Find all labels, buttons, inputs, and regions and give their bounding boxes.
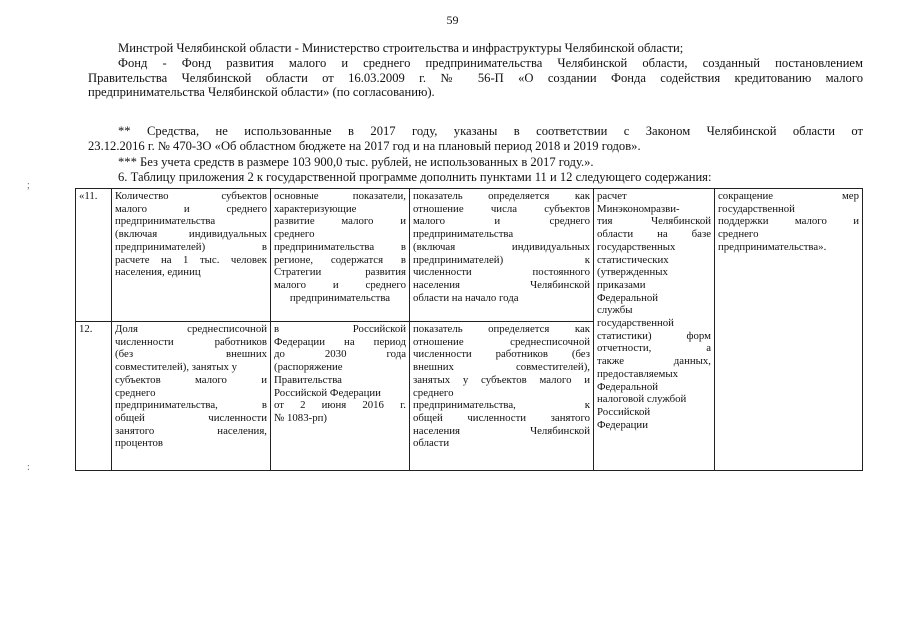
cell-line: предпринимательства».: [718, 240, 827, 253]
cell-line: «11.: [79, 190, 98, 202]
cell-line: тия Челябинской: [597, 215, 711, 228]
text-line: 6. Таблицу приложения 2 к государственной программе дополнить пунктами 11 и 12 следующего содержания:: [118, 170, 712, 184]
cell-line: Российской Федерации: [274, 386, 381, 399]
cell-line: (включая индивидуальных: [115, 228, 267, 241]
cell-line: численности постоянного: [413, 266, 590, 279]
cell-line: № 1083-рп): [274, 411, 327, 424]
cell-line: отношение числа субъектов: [413, 202, 590, 215]
cell-line: от 2 июня 2016 г.: [274, 399, 406, 412]
text-line: *** Без учета средств в размере 103 900,0 тыс. рублей, не использованных в 2017 году.».: [118, 155, 594, 169]
cell-line: Федерации на период: [274, 335, 406, 348]
cell-line: также данных,: [597, 355, 711, 368]
margin-mark: ;: [27, 180, 30, 191]
paragraph-item-6: [88, 170, 863, 185]
cell-source: [594, 189, 715, 471]
cell-line: общей численности занятого: [413, 411, 590, 424]
cell-line: Российской: [597, 405, 651, 418]
cell-line: области на базе: [597, 228, 711, 241]
paragraph-footnote-2: [88, 124, 863, 153]
cell-line: характеризующие: [274, 202, 357, 215]
cell-line: предпринимательства, в: [115, 399, 267, 412]
text-line: предпринимательства Челябинской области» (по согласованию).: [88, 85, 435, 100]
cell-line: статистических: [597, 253, 669, 266]
cell-line: сокращение мер: [718, 190, 859, 202]
text-line: Правительства Челябинской области от 16.03.2009 г. № 56-П «О создании Фонда содействия кредитованию малого: [88, 70, 863, 85]
cell-line: среднего: [718, 228, 759, 241]
cell-line: внешних совместителей),: [413, 361, 590, 374]
cell-line: среднего: [413, 386, 454, 399]
cell-line: расчете на 1 тыс. человек: [115, 253, 267, 266]
cell-line: (распоряжение: [274, 361, 343, 374]
cell-line: основные показатели,: [274, 190, 406, 202]
cell-line: предпринимательства: [413, 228, 514, 241]
text-line: Фонд - Фонд развития малого и среднего предпринимательства Челябинской области, созданный постановлением: [118, 56, 863, 70]
cell-line: службы: [597, 304, 633, 317]
cell-number: [76, 189, 112, 322]
cell-line: отчетности, а: [597, 342, 711, 355]
cell-method: [410, 189, 594, 322]
cell-line: населения, единиц: [115, 266, 201, 279]
cell-line: государственной: [597, 317, 674, 330]
text-line: ** Средства, не использованные в 2017 году, указаны в соответствии с Законом Челябинской области от: [118, 124, 863, 138]
cell-line: приказами: [597, 278, 646, 291]
cell-line: численности работников (без: [413, 348, 590, 361]
cell-line: развитие малого и: [274, 215, 406, 228]
cell-measures: [715, 189, 863, 471]
cell-line: статистики) форм: [597, 329, 711, 342]
cell-line: (утвержденных: [597, 266, 668, 279]
cell-line: государственной: [718, 202, 795, 215]
cell-line: общей численности: [115, 411, 267, 424]
paragraph-fond: [88, 56, 863, 100]
cell-line: субъектов малого и: [115, 373, 267, 386]
cell-line: Количество субъектов: [115, 190, 267, 202]
cell-line: занятого населения,: [115, 424, 267, 437]
cell-line: Минэкономразви-: [597, 202, 680, 215]
cell-line: совместителей), занятых у: [115, 361, 238, 374]
cell-line: среднего: [274, 228, 315, 241]
cell-line: отношение среднесписочной: [413, 335, 590, 348]
cell-line: населения Челябинской: [413, 278, 590, 291]
cell-line: среднего: [115, 386, 156, 399]
cell-line: Стратегии развития: [274, 266, 406, 279]
paragraph-footnote-3: [88, 155, 863, 170]
cell-line: процентов: [115, 437, 163, 450]
cell-line: предпринимательства в: [274, 240, 406, 253]
text-line: Минстрой Челябинской области - Министерство строительства и инфраструктуры Челябинской области;: [118, 41, 684, 55]
cell-line: Федеральной: [597, 380, 659, 393]
cell-line: населения Челябинской: [413, 424, 590, 437]
cell-line: в Российской: [274, 323, 406, 335]
margin-mark: :: [27, 462, 30, 473]
cell-line: поддержки малого и: [718, 215, 859, 228]
cell-line: области на начало года: [413, 291, 519, 304]
cell-line: до 2030 года: [274, 348, 406, 361]
cell-line: малого и среднего: [413, 215, 590, 228]
cell-basis: [271, 189, 410, 322]
cell-line: расчет: [597, 190, 627, 202]
cell-line: численности работников: [115, 335, 267, 348]
cell-line: Федерации: [597, 418, 648, 431]
cell-line: Доля среднесписочной: [115, 323, 267, 335]
cell-basis: [271, 322, 410, 471]
cell-line: государственных: [597, 240, 676, 253]
cell-line: предоставляемых: [597, 367, 679, 380]
text-line: 23.12.2016 г. № 470-ЗО «Об областном бюджете на 2017 год и на плановый период 2018 и 2019 годов».: [88, 138, 641, 153]
cell-line: регионе, содержатся в: [274, 253, 406, 266]
cell-line: предпринимателей) к: [413, 253, 590, 266]
cell-line: показатель определяется как: [413, 190, 590, 202]
page-number: 59: [446, 13, 459, 27]
table-row-11: [76, 189, 863, 322]
paragraph-minstroy: [88, 41, 863, 56]
cell-indicator: [112, 189, 271, 322]
cell-line: малого и среднего: [274, 278, 406, 291]
cell-indicator: [112, 322, 271, 471]
cell-line: предпринимательства: [115, 215, 216, 228]
cell-line: Федеральной: [597, 291, 659, 304]
cell-line: предпринимательства: [289, 291, 391, 304]
cell-line: налоговой службой: [597, 393, 687, 406]
cell-line: (включая индивидуальных: [413, 240, 590, 253]
program-indicators-table: [75, 188, 863, 471]
cell-line: 12.: [79, 323, 93, 335]
cell-line: области: [413, 437, 450, 450]
cell-line: предпринимательства, к: [413, 399, 590, 412]
cell-line: предпринимателей) в: [115, 240, 267, 253]
cell-line: (без внешних: [115, 348, 267, 361]
cell-line: малого и среднего: [115, 202, 267, 215]
cell-number: [76, 322, 112, 471]
cell-method: [410, 322, 594, 471]
cell-line: Правительства: [274, 373, 342, 386]
cell-line: показатель определяется как: [413, 323, 590, 335]
cell-line: занятых у субъектов малого и: [413, 373, 590, 386]
